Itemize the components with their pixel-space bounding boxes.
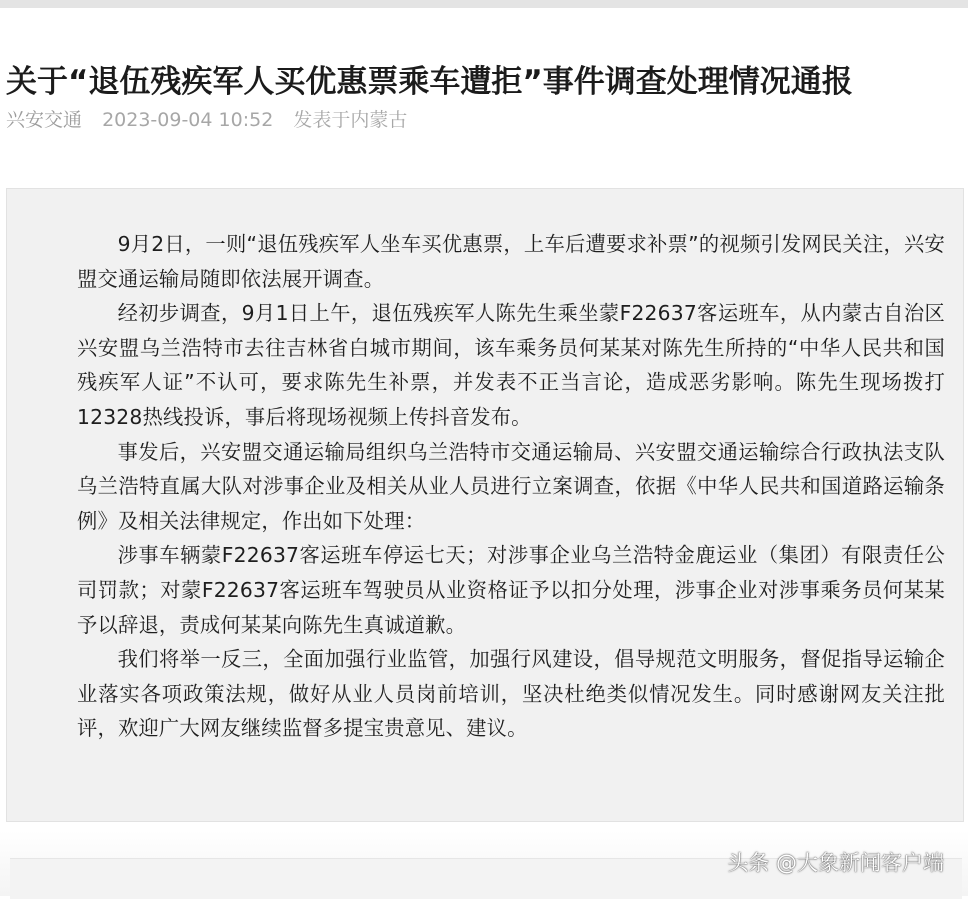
- article-title: 关于“退伍残疾军人买优惠票乘车遭拒”事件调查处理情况通报: [6, 63, 853, 100]
- article-paragraph-4: 涉事车辆蒙F22637客运班车停运七天；对涉事企业乌兰浩特金鹿运业（集团）有限责任公司罚款；对蒙F22637客运班车驾驶员从业资格证予以扣分处理，涉事企业对涉事乘务员何某某予以辞退，责成何某某向陈先生真诚道歉。: [77, 543, 945, 637]
- article-paragraph-3: 事发后，兴安盟交通运输局组织乌兰浩特市交通运输局、兴安盟交通运输综合行政执法支队乌兰浩特直属大队对涉事企业及相关从业人员进行立案调查，依据《中华人民共和国道路运输条例》及相关法律规定，作出如下处理：: [77, 439, 945, 533]
- article-paragraph-5: 我们将举一反三，全面加强行业监管，加强行风建设，倡导规范文明服务，督促指导运输企业落实各项政策法规，做好从业人员岗前培训，坚决杜绝类似情况发生。同时感谢网友关注批评，欢迎广大网友继续监督多提宝贵意见、建议。: [77, 647, 945, 741]
- article-datetime: 2023-09-04 10:52: [102, 109, 274, 131]
- article-source[interactable]: 兴安交通: [6, 109, 83, 131]
- article-content-box: [6, 188, 964, 822]
- article-meta: [6, 106, 421, 134]
- source-watermark: 头条 @大象新闻客户端: [727, 851, 944, 875]
- article-body: [77, 227, 945, 746]
- article-paragraph-2: 经初步调查，9月1日上午，退伍残疾军人陈先生乘坐蒙F22637客运班车，从内蒙古自治区兴安盟乌兰浩特市去往吉林省白城市期间，该车乘务员何某某对陈先生所持的“中华人民共和国残疾军人证”不认可，要求陈先生补票，并发表不正当言论，造成恶劣影响。陈先生现场拨打12328热线投诉，事后将现场视频上传抖音发布。: [77, 301, 945, 429]
- top-border: [0, 0, 968, 8]
- article-location: 发表于内蒙古: [293, 109, 408, 131]
- article-paragraph-1: 9月2日，一则“退伍残疾军人坐车买优惠票，上车后遭要求补票”的视频引发网民关注，兴安盟交通运输局随即依法展开调查。: [77, 232, 945, 291]
